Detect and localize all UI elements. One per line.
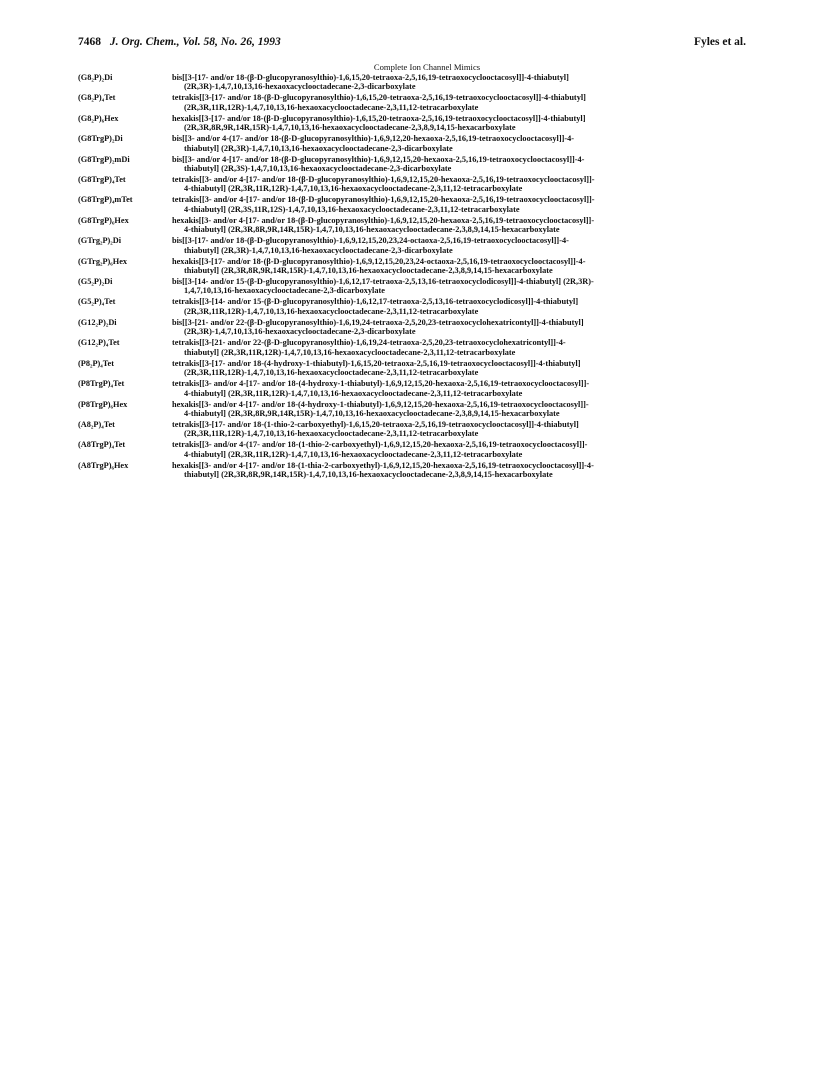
compound-row xyxy=(78,114,746,134)
compound-abbreviation: (G5₂P)₂Di xyxy=(78,277,113,287)
chemical-name-line: 4-thiabutyl] (2R,3R,11R,12R)-1,4,7,10,13,16-hexaoxacyclooctadecane-2,3,11,12-tetracarboxylate xyxy=(184,449,523,459)
chemical-name-line: tetrakis[[3- and/or 4-[17- and/or 18-(β-D-glucopyranosylthio)-1,6,9,12,15,20-hexaoxa-2,5,16,19-tetraoxocyclooctacosyl]]- xyxy=(172,195,595,205)
compound-chemical-name xyxy=(172,134,746,154)
compound-row xyxy=(78,461,746,481)
chemical-name-line: 4-thiabutyl] (2R,3R,8R,9R,14R,15R)-1,4,7,10,13,16-hexaoxacyclooctadecane-2,3,8,9,14,15-hexacarboxylate xyxy=(184,408,560,418)
chemical-name-line: 4-thiabutyl] (2R,3R,11R,12R)-1,4,7,10,13,16-hexaoxacyclooctadecane-2,3,11,12-tetracarboxylate xyxy=(184,388,523,398)
compound-row xyxy=(78,155,746,175)
chemical-name-line: hexakis[[3- and/or 4-[17- and/or 18-(β-D-glucopyranosylthio)-1,6,9,12,15,20-hexaoxa-2,5,16,19-tetraoxocyclooctacosyl]]- xyxy=(172,215,595,225)
chemical-name-line: thiabutyl] (2R,3R)-1,4,7,10,13,16-hexaoxacyclooctadecane-2,3-dicarboxylate xyxy=(184,245,453,255)
compound-abbreviation: (G8TrgP)₄mTet xyxy=(78,195,133,205)
compound-row xyxy=(78,379,746,399)
chemical-name-line: thiabutyl] (2R,3R)-1,4,7,10,13,16-hexaoxacyclooctadecane-2,3-dicarboxylate xyxy=(184,143,453,153)
compound-chemical-name xyxy=(172,379,746,399)
chemical-name-line: tetrakis[[3-[17- and/or 18-(1-thio-2-carboxyethyl)-1,6,15,20-tetraoxa-2,5,16,19-tetraoxocyclooctacosyl]]-4-thiabutyl] xyxy=(172,419,579,429)
compound-abbreviation: (A8TrgP)₆Hex xyxy=(78,460,129,470)
compound-row xyxy=(78,195,746,215)
compound-row xyxy=(78,400,746,420)
compound-abbreviation: (P8TrgP)₄Tet xyxy=(78,379,125,389)
compound-abbreviation: (G8TrgP)₂Di xyxy=(78,134,123,144)
compound-row xyxy=(78,134,746,154)
compound-chemical-name xyxy=(172,257,746,277)
chemical-name-line: hexakis[[3- and/or 4-[17- and/or 18-(4-hydroxy-1-thiabutyl)-1,6,9,12,15,20-hexaoxa-2,5,16,19-tetraoxocyclooctacosyl]]- xyxy=(172,399,589,409)
compound-abbreviation: (GTrg₂P)₂Di xyxy=(78,236,122,246)
chemical-name-line: thiabutyl] (2R,3S)-1,4,7,10,13,16-hexaoxacyclooctadecane-2,3-dicarboxylate xyxy=(184,164,452,174)
compound-abbreviation: (G5₂P)₄Tet xyxy=(78,297,116,307)
compound-row xyxy=(78,73,746,93)
compound-chemical-name xyxy=(172,216,746,236)
compound-row xyxy=(78,216,746,236)
journal-citation: J. Org. Chem., Vol. 58, No. 26, 1993 xyxy=(109,36,281,48)
compound-chemical-name xyxy=(172,440,746,460)
compound-row xyxy=(78,236,746,256)
compound-chemical-name xyxy=(172,338,746,358)
chemical-name-line: tetrakis[[3-[21- and/or 22-(β-D-glucopyranosylthio)-1,6,19,24-tetraoxa-2,5,20,23-tetraoxocyclohexatricontyl]]-4- xyxy=(172,338,566,348)
compound-row xyxy=(78,338,746,358)
chemical-name-line: tetrakis[[3-[14- and/or 15-(β-D-glucopyranosylthio)-1,6,12,17-tetraoxa-2,5,13,16-tetraoxocyclodicosyl]]-4-thiabutyl] xyxy=(172,297,579,307)
compound-abbreviation: (G12₂P)₂Di xyxy=(78,317,117,327)
compound-row xyxy=(78,440,746,460)
chemical-name-line: thiabutyl] (2R,3R,8R,9R,14R,15R)-1,4,7,10,13,16-hexaoxacyclooctadecane-2,3,8,9,14,15-hexacarboxylate xyxy=(184,470,553,480)
chemical-name-line: tetrakis[[3-[17- and/or 18-(β-D-glucopyranosylthio)-1,6,15,20-tetraoxa-2,5,16,19-tetraoxocyclooctacosyl]]-4-thiabutyl] xyxy=(172,93,586,103)
chemical-name-line: (2R,3R,11R,12R)-1,4,7,10,13,16-hexaoxacyclooctadecane-2,3,11,12-tetracarboxylate xyxy=(184,306,479,316)
chemical-name-line: (2R,3R,11R,12R)-1,4,7,10,13,16-hexaoxacyclooctadecane-2,3,11,12-tetracarboxylate xyxy=(184,368,479,378)
chemical-name-line: (2R,3R,11R,12R)-1,4,7,10,13,16-hexaoxacyclooctadecane-2,3,11,12-tetracarboxylate xyxy=(184,102,479,112)
chemical-name-line: tetrakis[[3- and/or 4-(17- and/or 18-(1-thio-2-carboxyethyl)-1,6,9,12,15,20-hexaoxa-2,5,16,19-tetraoxocyclooctacosyl]]- xyxy=(172,440,588,450)
compound-chemical-name xyxy=(172,73,746,93)
compound-row xyxy=(78,359,746,379)
compound-row xyxy=(78,420,746,440)
compound-abbreviation: (G8₂P)₂Di xyxy=(78,73,113,82)
compound-abbreviation: (G8₂P)₆Hex xyxy=(78,113,119,123)
chemical-name-line: bis[[3-[21- and/or 22-(β-D-glucopyranosylthio)-1,6,19,24-tetraoxa-2,5,20,23-tetraoxocyclohexatricontyl]]-4-thiabutyl] xyxy=(172,317,584,327)
compound-abbreviation: (GTrg₂P)₆Hex xyxy=(78,256,128,266)
compound-row xyxy=(78,318,746,338)
chemical-name-line: tetrakis[[3-[17- and/or 18-(4-hydroxy-1-thiabutyl)-1,6,15,20-tetraoxa-2,5,16,19-tetraoxocyclooctacosyl]]-4-thiabutyl] xyxy=(172,358,581,368)
chemical-name-line: thiabutyl] (2R,3R,8R,9R,14R,15R)-1,4,7,10,13,16-hexaoxacyclooctadecane-2,3,8,9,14,15-hexacarboxylate xyxy=(184,266,553,276)
chemical-name-line: 4-thiabutyl] (2R,3S,11R,12S)-1,4,7,10,13,16-hexaoxacyclooctadecane-2,3,11,12-tetracarboxylate xyxy=(184,204,520,214)
compound-chemical-name xyxy=(172,236,746,256)
compound-abbreviation: (G8TrgP)₆Hex xyxy=(78,215,129,225)
compound-abbreviation: (G8TrgP)₄Tet xyxy=(78,175,126,185)
chemical-name-line: 4-thiabutyl] (2R,3R,8R,9R,14R,15R)-1,4,7,10,13,16-hexaoxacyclooctadecane-2,3,8,9,14,15-hexacarboxylate xyxy=(184,225,560,235)
compound-row xyxy=(78,297,746,317)
compound-chemical-name xyxy=(172,318,746,338)
section-title: Complete Ion Channel Mimics xyxy=(373,62,481,72)
compound-abbreviation: (P8₂P)₄Tet xyxy=(78,358,115,368)
compound-chemical-name xyxy=(172,277,746,297)
compound-chemical-name xyxy=(172,297,746,317)
page-number: 7468 xyxy=(78,36,101,48)
compound-abbreviation: (A8TrgP)₄Tet xyxy=(78,440,126,450)
compound-chemical-name xyxy=(172,93,746,113)
chemical-name-line: hexakis[[3-[17- and/or 18-(β-D-glucopyranosylthio)-1,6,15,20-tetraoxa-2,5,16,19-tetraoxocyclooctacosyl]]-4-thiabutyl] xyxy=(172,113,586,123)
chemical-name-line: (2R,3R,8R,9R,14R,15R)-1,4,7,10,13,16-hexaoxacyclooctadecane-2,3,8,9,14,15-hexacarboxylate xyxy=(184,123,516,133)
author-running-head: Fyles et al. xyxy=(693,36,746,48)
compound-table xyxy=(78,73,746,481)
compound-abbreviation: (A8₂P)₄Tet xyxy=(78,419,115,429)
compound-chemical-name xyxy=(172,420,746,440)
chemical-name-line: hexakis[[3- and/or 4-[17- and/or 18-(1-thia-2-carboxyethyl)-1,6,9,12,15,20-hexaoxa-2,5,16,19-tetraoxocyclooctacosyl]]-4- xyxy=(172,460,594,470)
chemical-name-line: bis[[3- and/or 4-[17- and/or 18-(β-D-glucopyranosylthio)-1,6,9,12,15,20-hexaoxa-2,5,16,19-tetraoxocyclooctacosyl]]-4- xyxy=(172,154,585,164)
compound-chemical-name xyxy=(172,461,746,481)
compound-chemical-name xyxy=(172,359,746,379)
chemical-name-line: 1,4,7,10,13,16-hexaoxacyclooctadecane-2,3-dicarboxylate xyxy=(184,286,385,296)
compound-chemical-name xyxy=(172,155,746,175)
compound-chemical-name xyxy=(172,175,746,195)
chemical-name-line: hexakis[[3-[17- and/or 18-(β-D-glucopyranosylthio)-1,6,9,12,15,20,23,24-octaoxa-2,5,16,19-tetraoxocyclooctacosyl]]-4- xyxy=(172,256,586,266)
chemical-name-line: bis[[3-[14- and/or 15-(β-D-glucopyranosylthio)-1,6,12,17-tetraoxa-2,5,13,16-tetraoxocyclodicosyl]]-4-thiabutyl] (2R,3R)- xyxy=(172,277,594,287)
compound-row xyxy=(78,277,746,297)
chemical-name-line: bis[[3-[17- and/or 18-(β-D-glucopyranosylthio)-1,6,9,12,15,20,23,24-octaoxa-2,5,16,19-tetraoxocyclooctacosyl]]-4- xyxy=(172,236,569,246)
chemical-name-line: bis[[3- and/or 4-(17- and/or 18-(β-D-glucopyranosylthio)-1,6,9,12,20-hexaoxa-2,5,16,19-tetraoxocyclooctacosyl]]-4- xyxy=(172,134,575,144)
chemical-name-line: 4-thiabutyl] (2R,3R,11R,12R)-1,4,7,10,13,16-hexaoxacyclooctadecane-2,3,11,12-tetracarboxylate xyxy=(184,184,523,194)
running-head xyxy=(78,36,746,54)
compound-abbreviation: (G12₂P)₄Tet xyxy=(78,338,120,348)
chemical-name-line: bis[[3-[17- and/or 18-(β-D-glucopyranosylthio)-1,6,15,20-tetraoxa-2,5,16,19-tetraoxocyclooctacosyl]]-4-thiabutyl] xyxy=(172,73,569,82)
compound-list-section xyxy=(78,62,746,481)
running-head-left xyxy=(78,36,281,48)
compound-chemical-name xyxy=(172,114,746,134)
chemical-name-line: tetrakis[[3- and/or 4-[17- and/or 18-(β-D-glucopyranosylthio)-1,6,9,12,15,20-hexaoxa-2,5,16,19-tetraoxocyclooctacosyl]]- xyxy=(172,175,595,185)
compound-row xyxy=(78,175,746,195)
compound-chemical-name xyxy=(172,400,746,420)
compound-abbreviation: (G8TrgP)₂mDi xyxy=(78,154,130,164)
chemical-name-line: tetrakis[[3- and/or 4-[17- and/or 18-(4-hydroxy-1-thiabutyl)-1,6,9,12,15,20-hexaoxa-2,5,16,19-tetraoxocyclooctacosyl]]- xyxy=(172,379,590,389)
compound-table-body xyxy=(78,73,746,481)
chemical-name-line: (2R,3R)-1,4,7,10,13,16-hexaoxacyclooctadecane-2,3-dicarboxylate xyxy=(184,327,416,337)
chemical-name-line: (2R,3R)-1,4,7,10,13,16-hexaoxacyclooctadecane-2,3-dicarboxylate xyxy=(184,82,416,92)
chemical-name-line: thiabutyl] (2R,3R,11R,12R)-1,4,7,10,13,16-hexaoxacyclooctadecane-2,3,11,12-tetracarboxylate xyxy=(184,347,516,357)
compound-row xyxy=(78,93,746,113)
compound-abbreviation: (G8₂P)₄Tet xyxy=(78,93,116,103)
compound-abbreviation: (P8TrgP)₆Hex xyxy=(78,399,128,409)
compound-row xyxy=(78,257,746,277)
compound-chemical-name xyxy=(172,195,746,215)
chemical-name-line: (2R,3R,11R,12R)-1,4,7,10,13,16-hexaoxacyclooctadecane-2,3,11,12-tetracarboxylate xyxy=(184,429,479,439)
